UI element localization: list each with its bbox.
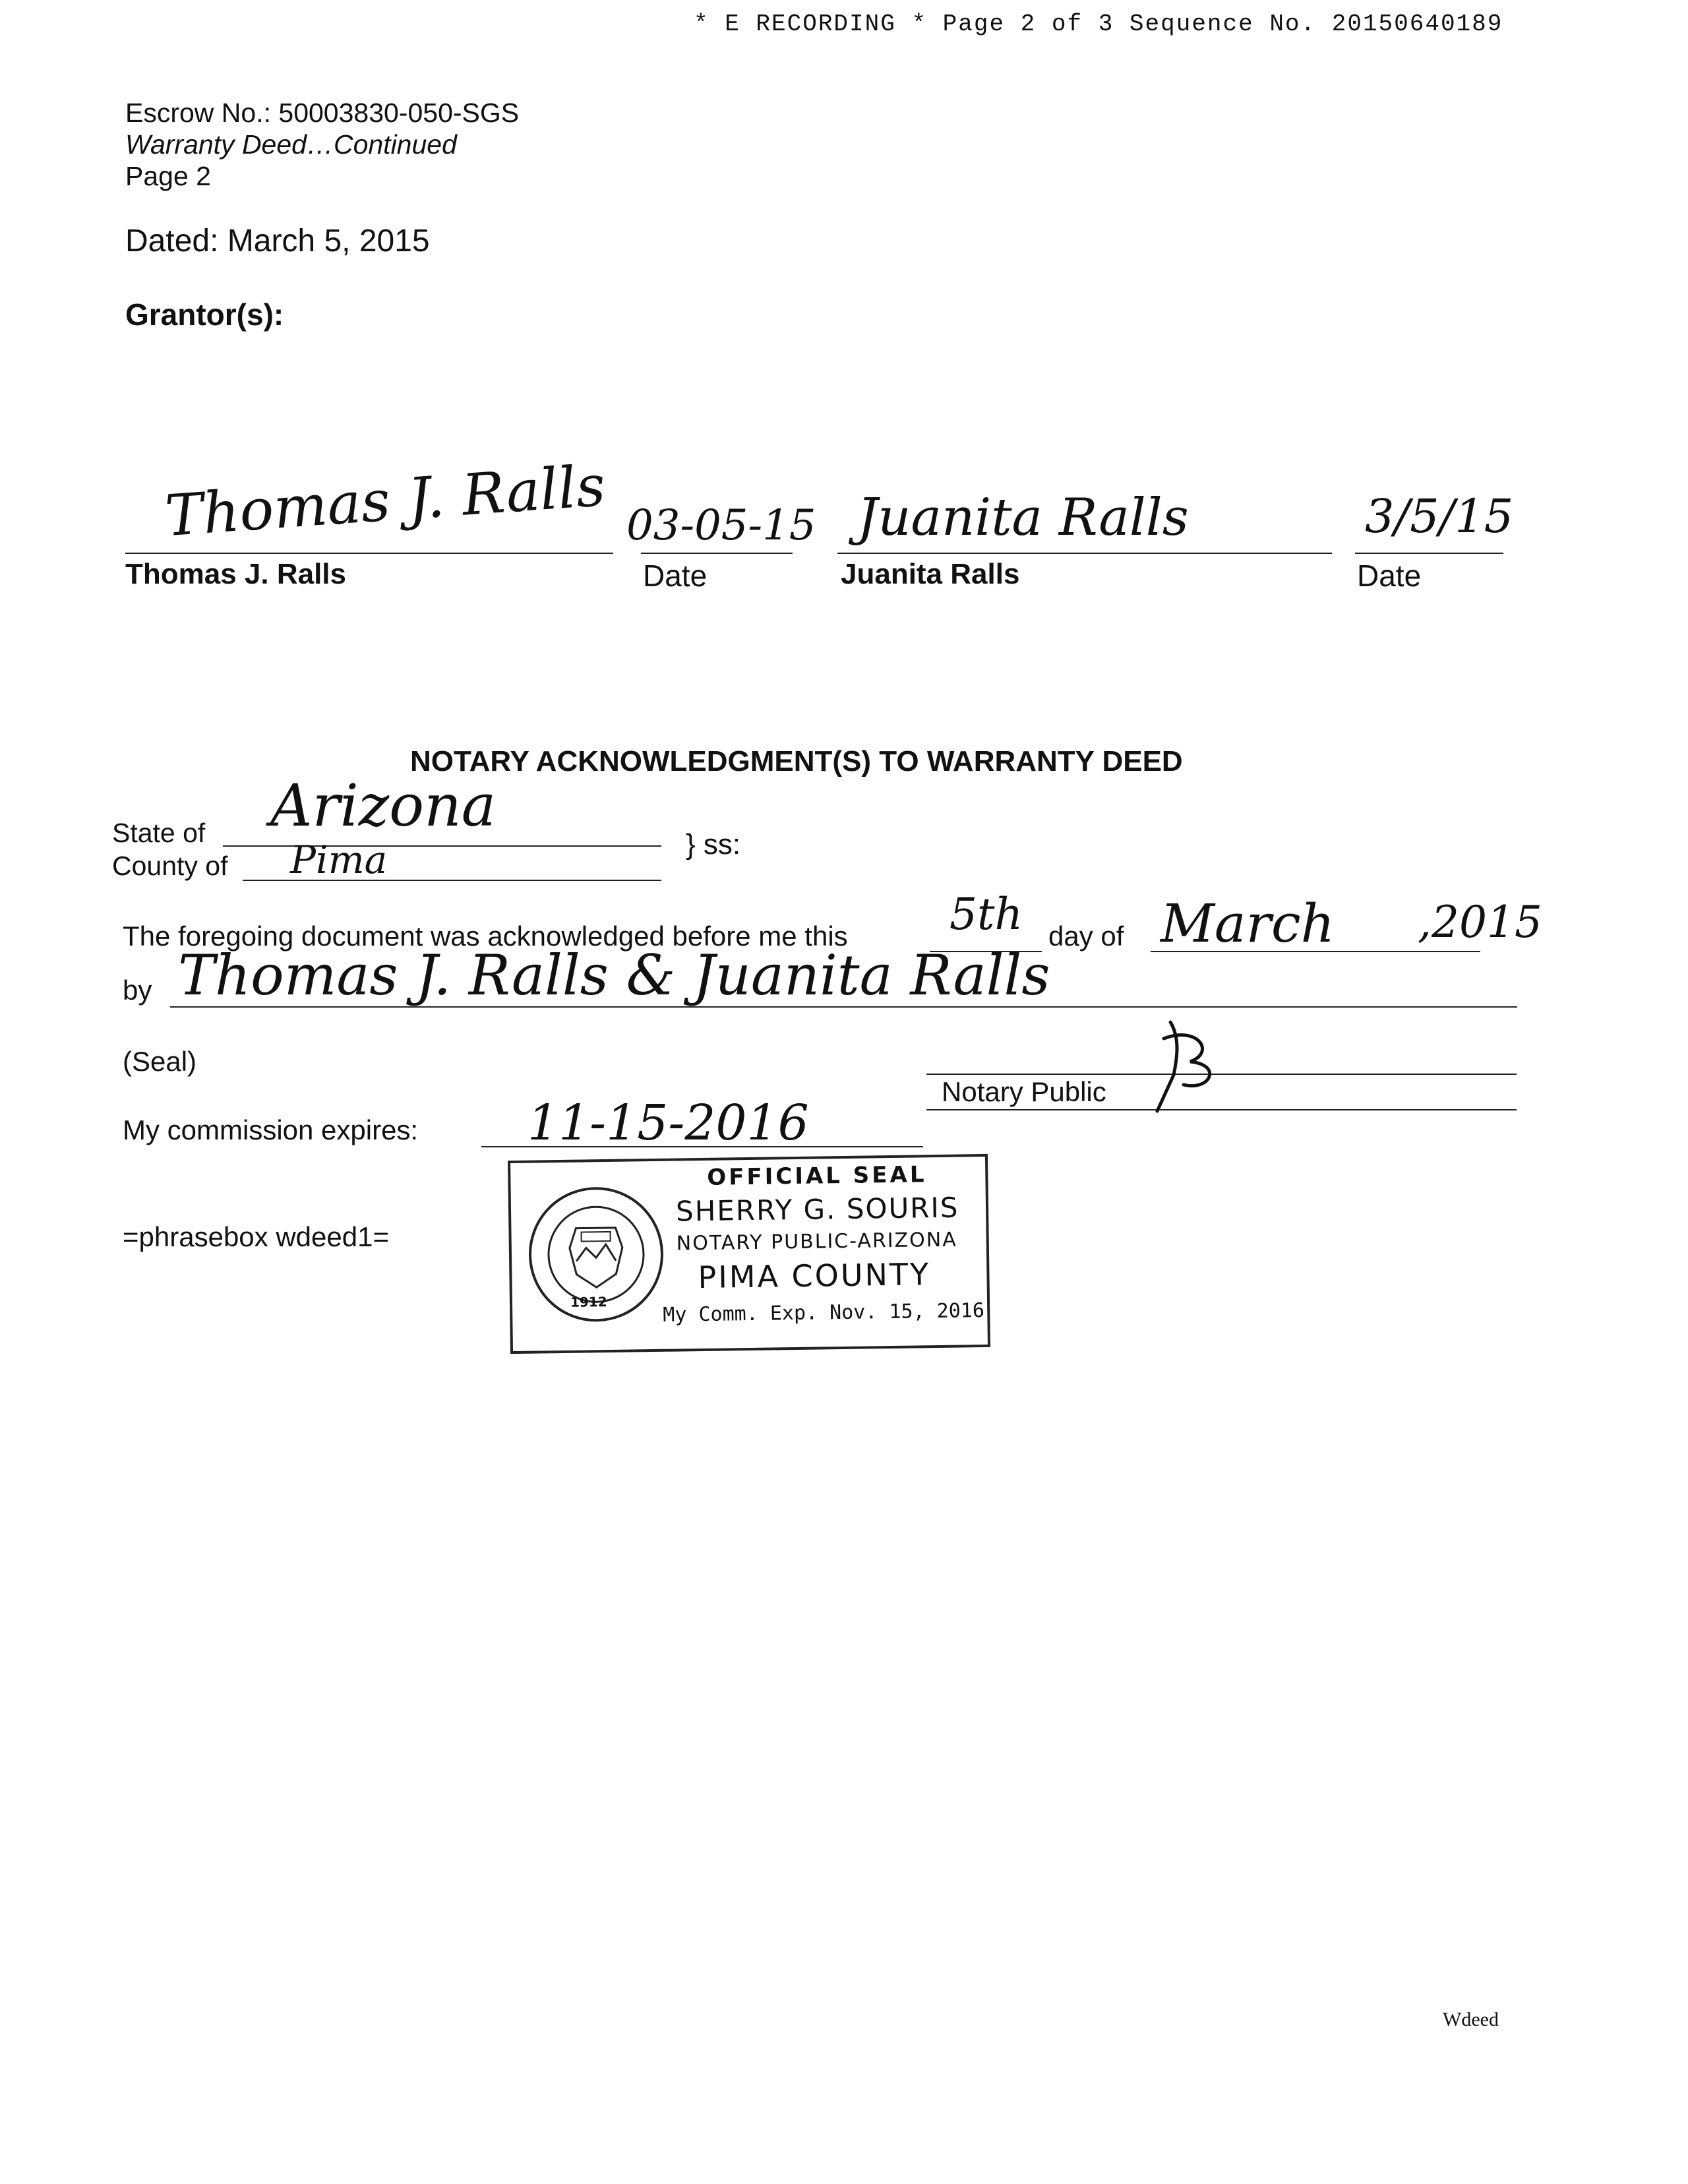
acknowledgment-month: March [1160,893,1335,954]
document-continued: Warranty Deed…Continued [125,129,457,160]
recording-header: * E RECORDING * Page 2 of 3 Sequence No. 20150640189 [694,11,1503,38]
county-value: Pima [290,837,388,882]
seal-year: 1912 [570,1294,607,1310]
county-label: County of [112,851,228,881]
ss-label: } ss: [686,828,741,861]
date-label-thomas: Date [643,559,708,593]
handwritten-date-thomas: 03-05-15 [626,501,816,550]
signer-name-thomas: Thomas J. Ralls [125,558,347,590]
page-number: Page 2 [125,161,211,191]
notary-heading: NOTARY ACKNOWLEDGMENT(S) TO WARRANTY DEED [410,745,1183,777]
dated-line: Dated: March 5, 2015 [125,224,430,258]
signature-line-thomas [125,553,613,554]
commission-expiration: 11-15-2016 [528,1095,809,1151]
notary-public-label: Notary Public [942,1076,1106,1107]
seal-label: (Seal) [123,1046,197,1077]
county-line [243,880,661,881]
date-line-thomas [641,553,793,554]
signature-thomas: Thomas J. Ralls [163,452,608,550]
state-label: State of [112,818,206,848]
acknowledgment-day: 5th [950,889,1023,940]
state-value: Arizona [270,772,497,839]
footer-form-code: Wdeed [1443,2009,1499,2030]
signer-name-juanita: Juanita Ralls [841,558,1020,590]
acknowledgment-year: ,2015 [1418,897,1542,948]
commission-line [481,1146,923,1147]
signature-line-juanita [837,553,1332,554]
state-line [223,845,661,847]
commission-label: My commission expires: [123,1114,419,1145]
stamp-notary-state: NOTARY PUBLIC-ARIZONA [676,1228,957,1256]
stamp-notary-name: SHERRY G. SOURIS [675,1191,959,1228]
grantors-heading: Grantor(s): [125,297,284,332]
stamp-county: PIMA COUNTY [698,1256,931,1296]
by-line [170,1006,1517,1008]
escrow-number: Escrow No.: 50003830-050-SGS [125,98,520,128]
month-line [1151,951,1480,952]
date-line-juanita [1355,553,1503,554]
day-of-label: day of [1048,921,1124,952]
acknowledgment-text: The foregoing document was acknowledged before me this [123,921,848,952]
stamp-commission-expiration: My Comm. Exp. Nov. 15, 2016 [663,1299,985,1327]
stamp-official-seal: OFFICIAL SEAL [707,1161,927,1191]
official-seal-stamp [508,1154,990,1354]
handwritten-date-juanita: 3/5/15 [1365,489,1514,543]
phrasebox-code: =phrasebox wdeed1= [123,1221,389,1252]
date-label-juanita: Date [1357,559,1422,593]
by-label: by [123,975,152,1006]
signature-juanita: Juanita Ralls [857,488,1189,547]
acknowledged-persons: Thomas J. Ralls & Juanita Ralls [178,943,1050,1008]
notary-signature-mark [1144,1012,1236,1118]
